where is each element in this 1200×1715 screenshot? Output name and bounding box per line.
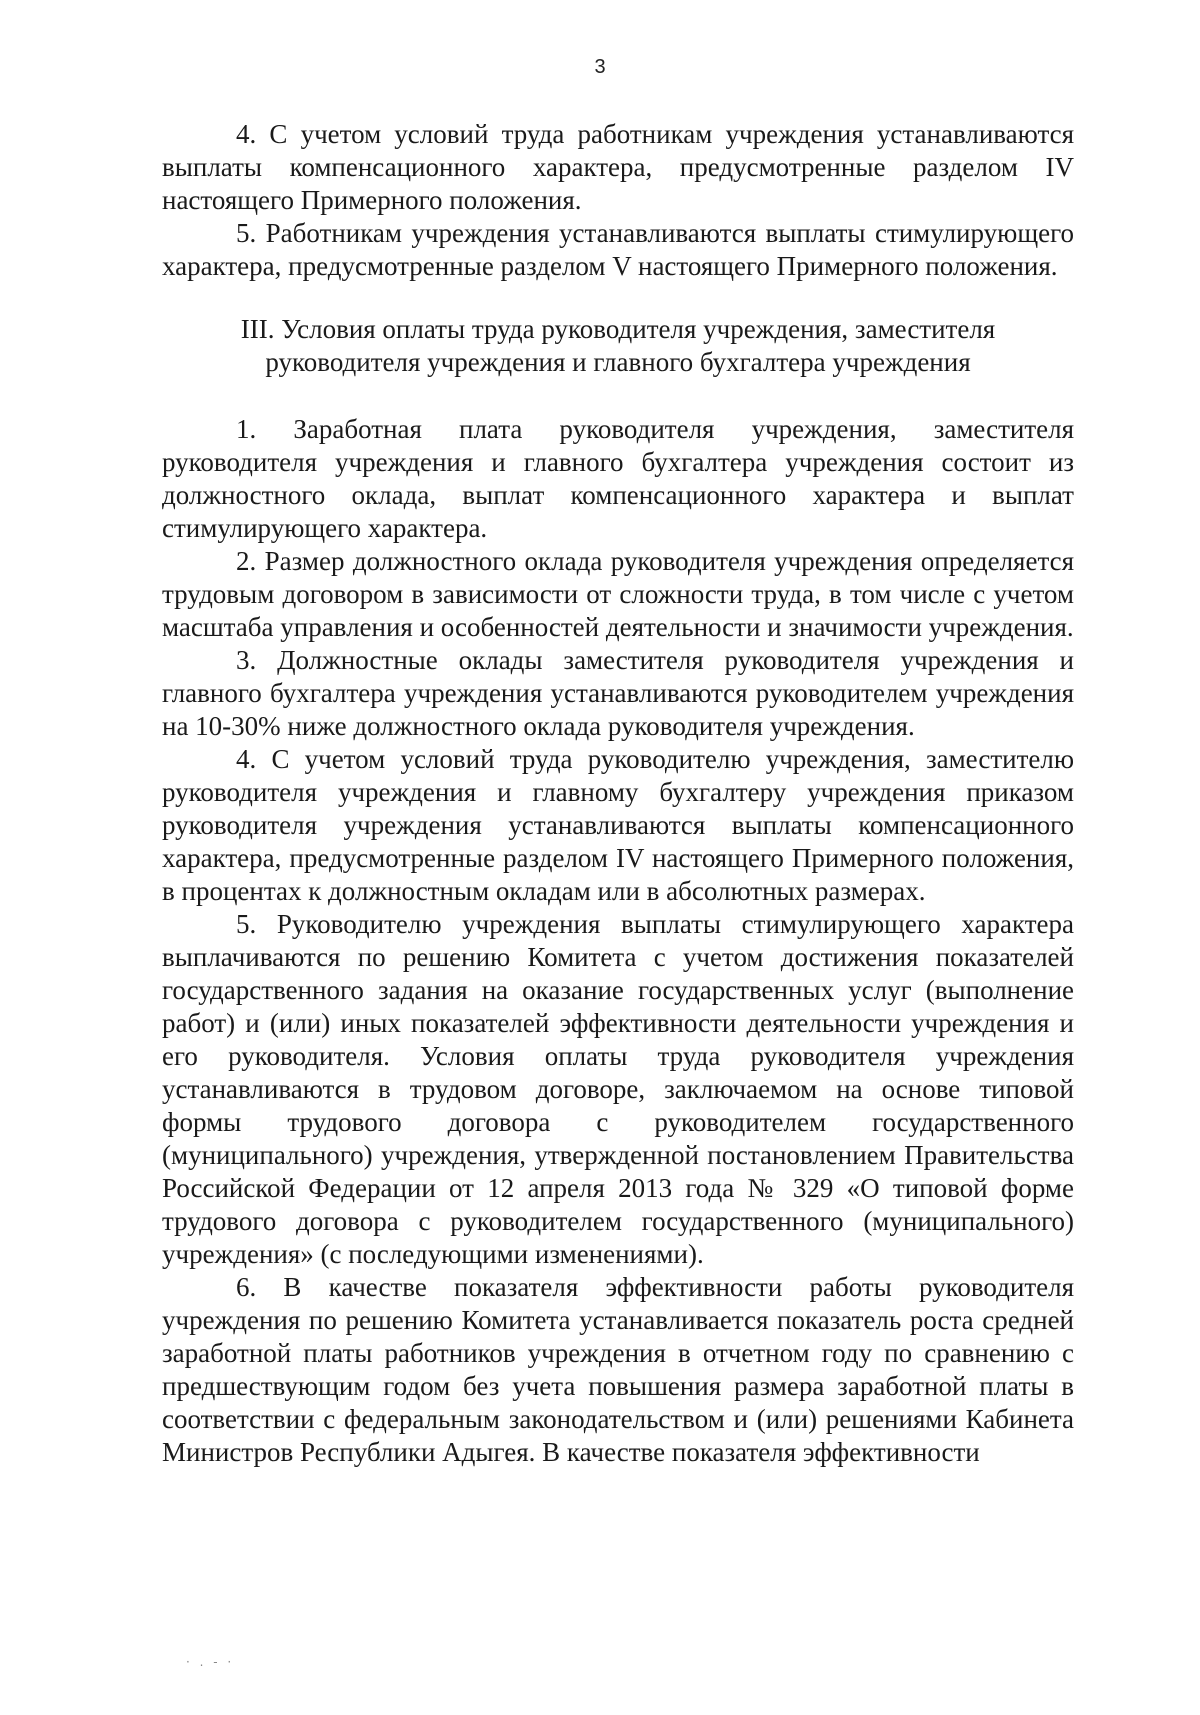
paragraph-section-1: 1. Заработная плата руководителя учреждения, заместителя руководителя учреждения и главного бухгалтера учреждения состоит из должностного оклада, выплат компенсационного характера и выплат стимулирующего характера. — [162, 414, 1074, 543]
paragraph-section-4: 4. С учетом условий труда руководителю учреждения, заместителю руководителя учреждения и главному бухгалтеру учреждения приказом руководителя учреждения устанавливаются выплаты компенсационного характера, предусмотренные разделом IV настоящего Примерного положения, в процентах к должностным окладам или в абсолютных размерах. — [162, 744, 1074, 906]
paragraph-section-3: 3. Должностные оклады заместителя руководителя учреждения и главного бухгалтера учреждения устанавливаются руководителем учреждения на 10-30% ниже должностного оклада руководителя учреждения. — [162, 645, 1074, 741]
paragraph-section-6: 6. В качестве показателя эффективности работы руководителя учреждения по решению Комитета устанавливается показатель роста средней заработной платы работников учреждения в отчетном году по сравнению с предшествующим годом без учета повышения размера заработной платы в соответствии с федеральным законодательством и (или) решениями Кабинета Министров Республики Адыгея. В качестве показателя эффективности — [162, 1272, 1074, 1467]
paragraph-intro-4: 4. С учетом условий труда работникам учреждения устанавливаются выплаты компенсационного характера, предусмотренные разделом IV настоящего Примерного положения. — [162, 119, 1074, 215]
section-title-line-2: руководителя учреждения и главного бухгалтера учреждения — [265, 347, 971, 377]
paragraph-section-2: 2. Размер должностного оклада руководителя учреждения определяется трудовым договором в зависимости от сложности труда, в том числе с учетом масштаба управления и особенностей деятельности и значимости учреждения. — [162, 546, 1074, 642]
page-number: 3 — [594, 56, 606, 78]
scan-artifact-marks: · . - · — [186, 1655, 235, 1669]
section-title-line-1: III. Условия оплаты труда руководителя учреждения, заместителя — [240, 314, 996, 344]
paragraph-intro-5: 5. Работникам учреждения устанавливаются выплаты стимулирующего характера, предусмотренные разделом V настоящего Примерного положения. — [162, 218, 1074, 281]
document-body — [162, 118, 1074, 1469]
paragraph-section-5: 5. Руководителю учреждения выплаты стимулирующего характера выплачиваются по решению Комитета с учетом достижения показателей государственного задания на оказание государственных услуг (выполнение работ) и (или) иных показателей эффективности деятельности учреждения и его руководителя. Условия оплаты труда руководителя учреждения устанавливаются в трудовом договоре, заключаемом на основе типовой формы трудового договора с руководителем государственного (муниципального) учреждения, утвержденной постановлением Правительства Российской Федерации от 12 апреля 2013 года № 329 «О типовой форме трудового договора с руководителем государственного (муниципального) учреждения» (с последующими изменениями). — [162, 909, 1074, 1269]
section-title — [162, 313, 1074, 379]
